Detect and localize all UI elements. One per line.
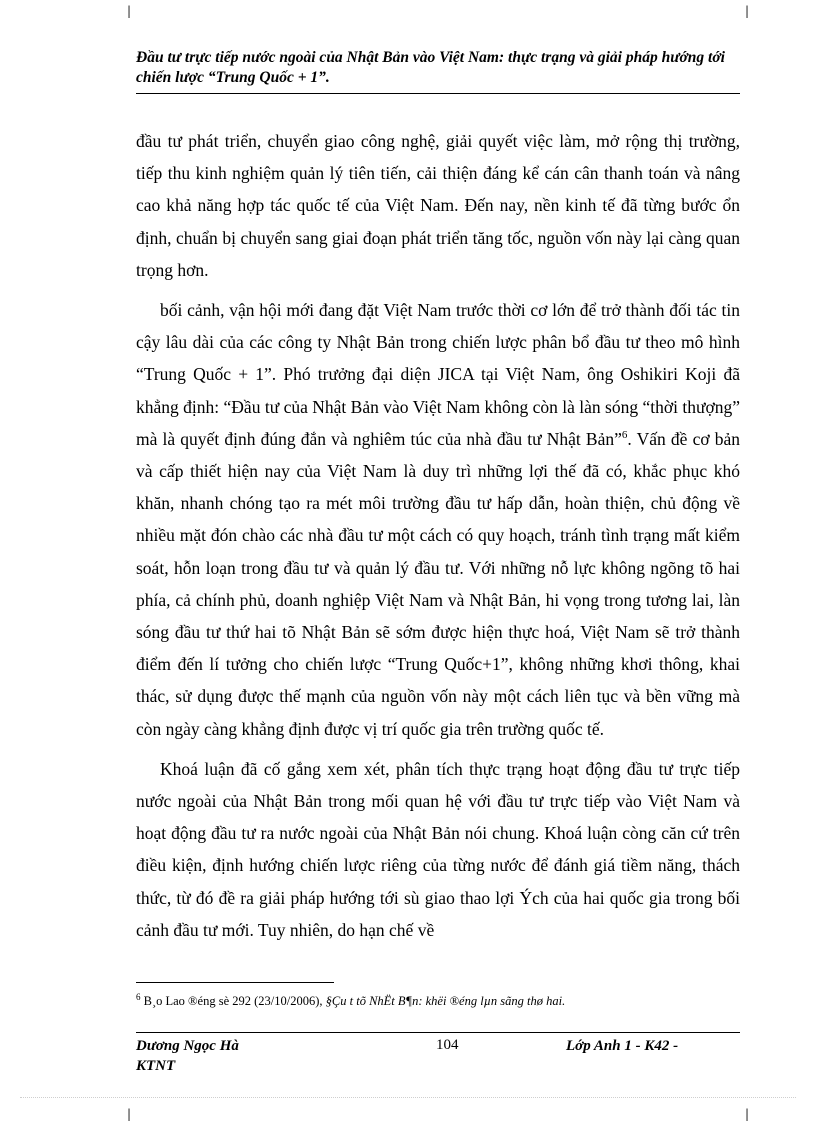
paragraph-3: Khoá luận đã cố gắng xem xét, phân tích thực trạng hoạt động đầu tư trực tiếp nước ngoài của Nhật Bản trong mối quan hệ với đầu tư trực tiếp vào Việt Nam và hoạt động đầu tư ra nước ngoài của Nhật Bản nói chung. Khoá luận còng căn cứ trên điều kiện, định hướng chiến lược riêng của từng nước để đánh giá tiềm năng, thách thức, từ đó đề ra giải pháp hướng tới sù giao thao lợi Ých của hai quốc gia trong bối cảnh đầu tư mới. Tuy nhiên, do hạn chế về	[136, 758, 740, 940]
bottom-dotted-line	[20, 1097, 796, 1098]
paragraph-2: bối cảnh, vận hội mới đang đặt Việt Nam trước thời cơ lớn để trở thành đối tác tin cậy lâu dài của các công ty Nhật Bản trong chiến lược phân bổ đầu tư theo mô hình “Trung Quốc + 1”. Phó trưởng đại diện JICA tại Việt Nam, ông Oshikiri Koji đã khẳng định: “Đầu tư của Nhật Bản vào Việt Nam không còn là làn sóng “thời thượng” mà là quyết định đúng đắn và nghiêm túc của nhà đầu tư Nhật Bản”$^6$. Vấn đề cơ bản và cấp thiết hiện nay của Việt Nam là duy trì những lợi thế đã có, khắc phục khó khăn, nhanh chóng tạo ra mét môi trường đầu tư hấp dẫn, hoàn thiện, chủ động về nhiều mặt đón chào các nhà đầu tư một cách có quy hoạch, tránh tình trạng mất kiểm soát, hỗn loạn trong đầu tư và quản lý đầu tư. Với những nỗ lực không ngõng tõ hai phía, cả chính phủ, doanh nghiệp Việt Nam và Nhật Bản, hi vọng trong tương lai, làn sóng đầu tư thứ hai tõ Nhật Bản sẽ sớm được hiện thực hoá, Việt Nam sẽ trở thành điểm đến lí tưởng cho chiến lược “Trung Quốc+1”, không những khơi thông, khai thác, sử dụng được thế mạnh của nguồn vốn này một cách liên tục và bền vững mà còn ngày càng khẳng định được vị trí quốc gia trên trường quốc tế.	[136, 300, 741, 739]
footnote	[136, 993, 565, 1009]
crop-mark-top-right: |	[745, 4, 750, 18]
body-text	[136, 125, 740, 954]
page-number: 104	[436, 1037, 459, 1053]
running-header-title: Đầu tư trực tiếp nước ngoài của Nhật Bản vào Việt Nam: thực trạng và giải pháp hướng tới chiến lược “Trung Quốc + 1”.	[136, 49, 725, 86]
crop-mark-top-left: |	[127, 4, 132, 18]
footnote-rule	[136, 982, 334, 983]
footnote-number: 6	[136, 991, 141, 1002]
crop-mark-bottom-left: |	[127, 1107, 132, 1121]
header-rule	[136, 93, 740, 94]
author-name: Dương Ngọc Hà	[136, 1038, 239, 1054]
footnote-text: B¸o Lao ®éng sè 292 (23/10/2006),	[140, 994, 326, 1008]
author-suffix: KTNT	[136, 1058, 176, 1074]
paragraph-1: đầu tư phát triển, chuyển giao công nghệ, giải quyết việc làm, mở rộng thị trường, tiếp thu kinh nghiệm quản lý tiên tiến, cải thiện đáng kể cán cân thanh toán và nâng cao khả năng hợp tác quốc tế của Việt Nam. Đến nay, nền kinh tế đã từng bước ổn định, chuẩn bị chuyển sang giai đoạn phát triển tăng tốc, nguồn vốn này lại càng quan trọng hơn.	[136, 131, 740, 280]
footnote-italic-text: §Çu t tõ NhËt B¶n: khëi ®éng lµn sãng thø hai.	[325, 994, 566, 1008]
footer-rule	[136, 1032, 740, 1033]
footer-class-label: Lớp Anh 1 - K42 -	[566, 1038, 679, 1054]
paragraph-2-continuation: Vấn đề cơ bản và cấp thiết hiện nay của Việt Nam là duy trì những lợi thế đã có, khắc phục khó khăn, nhanh chóng tạo ra mét môi trường đầu tư hấp dẫn, hoàn thiện, chủ động về nhiều mặt đón chào các nhà đầu tư một cách có quy hoạch, tránh tình trạng mất kiểm soát, hỗn loạn trong đầu tư và quản lý đầu tư. Với những nỗ lực không ngõng tõ hai phía, cả chính phủ, doanh nghiệp Việt Nam và Nhật Bản, hi vọng trong tương lai, làn sóng đầu tư thứ hai tõ Nhật Bản sẽ sớm được hiện thực hoá, Việt Nam sẽ trở thành điểm đến lí tưởng cho chiến lược “Trung Quốc+1”, không những khơi thông, khai thác, sử dụng được thế mạnh của nguồn vốn này một cách liên tục và bền vững mà còn ngày càng khẳng định được vị trí quốc gia trên trường quốc tế.	[136, 428, 741, 739]
footnote-reference[interactable]: 6	[621, 429, 628, 441]
paragraph-2-text: bối cảnh, vận hội mới đang đặt Việt Nam trước thời cơ lớn để trở thành đối tác tin cậy lâu dài của các công ty Nhật Bản trong chiến lược phân bổ đầu tư theo mô hình “Trung Quốc + 1”. Phó trưởng đại diện JICA tại Việt Nam, ông Oshikiri Koji đã khẳng định: “Đầu tư của Nhật Bản vào Việt Nam không còn là làn sóng “thời thượng” mà là quyết định đúng đắn và nghiêm túc của nhà đầu tư Nhật Bản”	[136, 300, 740, 449]
crop-mark-bottom-right: |	[745, 1107, 750, 1121]
footer-author	[136, 1036, 239, 1076]
